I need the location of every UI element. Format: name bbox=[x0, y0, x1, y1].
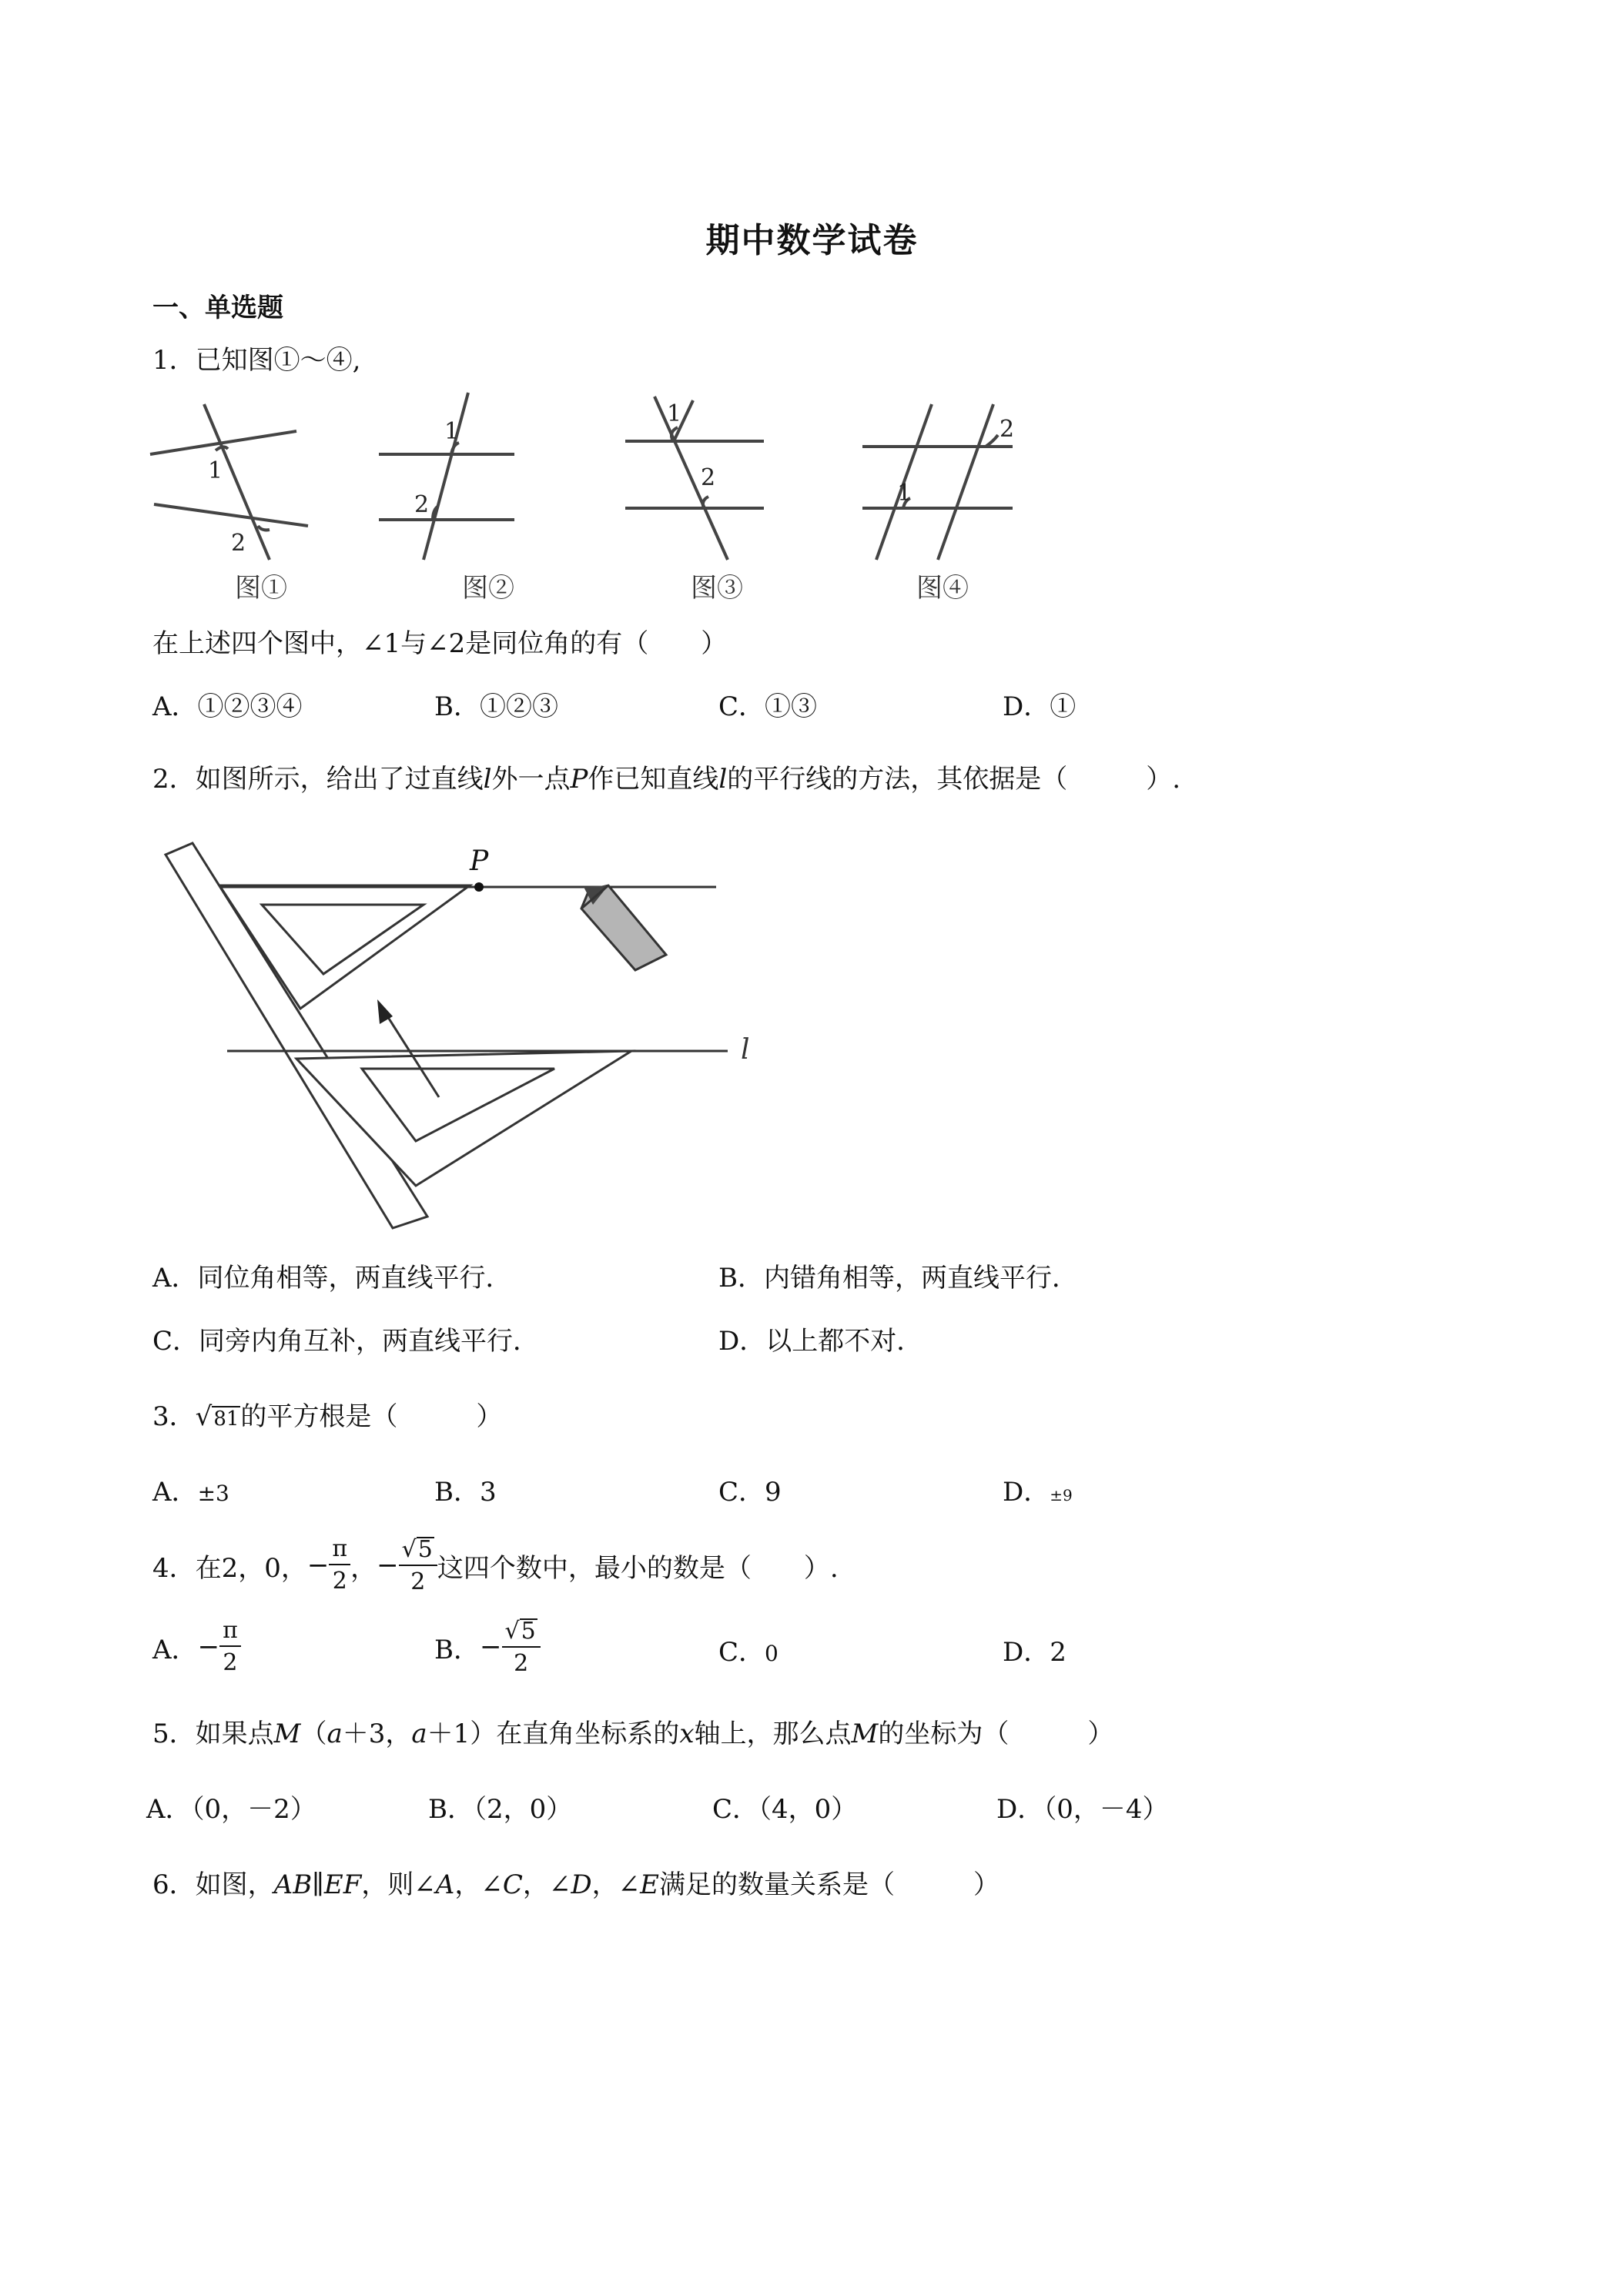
q4-minus-2: − bbox=[377, 1550, 399, 1581]
label-l: l bbox=[741, 1034, 750, 1066]
q6-angle-e: E bbox=[640, 1869, 659, 1900]
q4-option-b-label: B． bbox=[434, 1634, 480, 1665]
q4-option-d: D．2 bbox=[1003, 1637, 1066, 1668]
q5-x: x bbox=[679, 1719, 695, 1749]
q1-stem: 1．已知图①～④, bbox=[152, 345, 361, 376]
q2-option-d: D．以上都不对． bbox=[718, 1326, 923, 1357]
q4-frac-pi-num: π bbox=[329, 1538, 350, 1565]
q2-option-a: A．同位角相等，两直线平行． bbox=[152, 1263, 512, 1294]
q1-option-b: B．①②③ bbox=[434, 691, 558, 722]
fig4-angle1-label: 1 bbox=[897, 480, 912, 507]
q3-suffix: 的平方根是（ ） bbox=[240, 1401, 503, 1432]
q2-stem-a: 2．如图所示，给出了过直线 bbox=[152, 764, 484, 795]
q2-var-l: l bbox=[483, 764, 492, 795]
q4-option-c-label: C． bbox=[718, 1637, 765, 1668]
q3-option-a bbox=[152, 1471, 229, 1508]
q5-option-c: C．（4，0） bbox=[712, 1794, 858, 1825]
fig1-caption: 图① bbox=[235, 573, 287, 604]
q5-b: （ bbox=[300, 1719, 327, 1749]
q3-option-d-value: ±9 bbox=[1050, 1486, 1073, 1504]
q5-option-b: B．（2，0） bbox=[428, 1794, 573, 1825]
q2-option-c: C．同旁内角互补，两直线平行． bbox=[152, 1326, 540, 1357]
q3-option-a-label: A． bbox=[152, 1477, 198, 1508]
q4-frac-pi-den: 2 bbox=[332, 1568, 347, 1595]
q2-stem-d: 的平行线的方法，其依据是（ ）. bbox=[727, 764, 1181, 795]
q2-var-p: P bbox=[570, 764, 588, 795]
q4-option-b-radicand: 5 bbox=[521, 1618, 536, 1645]
fig4-caption: 图④ bbox=[916, 573, 969, 604]
q5-m2: M bbox=[851, 1719, 879, 1749]
q4-stem bbox=[152, 1523, 839, 1608]
fig1-angle1-label: 1 bbox=[208, 457, 223, 484]
q6-stem bbox=[152, 1863, 1000, 1901]
q1-option-a: A．①②③④ bbox=[152, 691, 303, 722]
q2-figure bbox=[162, 839, 778, 1236]
q2-stem-b: 外一点 bbox=[491, 764, 571, 795]
fig3-angle1-label: 1 bbox=[667, 400, 682, 427]
q4-frac-pi bbox=[329, 1535, 350, 1595]
point-p bbox=[474, 882, 484, 892]
page-title: 期中数学试卷 bbox=[705, 221, 919, 260]
q3-option-d-label: D． bbox=[1003, 1477, 1050, 1508]
q5-e: 轴上，那么点 bbox=[694, 1719, 852, 1749]
label-p: P bbox=[470, 845, 489, 877]
q6-angle-a: A bbox=[435, 1869, 455, 1900]
q3-option-b: B．3 bbox=[434, 1477, 497, 1508]
q4-option-c-value: 0 bbox=[765, 1641, 779, 1666]
q3-stem bbox=[152, 1395, 502, 1433]
q6-d: ，∠ bbox=[522, 1869, 571, 1900]
q4-prefix: 4．在2，0， bbox=[152, 1552, 307, 1584]
fig4-transversal-b bbox=[938, 404, 993, 560]
sqrt-icon: √ bbox=[504, 1618, 520, 1645]
q4-option-a-num: π bbox=[219, 1619, 241, 1647]
q5-option-d: D．（0，－4） bbox=[996, 1794, 1169, 1825]
fig1-angle2-label: 2 bbox=[231, 530, 246, 557]
q4-frac-sqrt5 bbox=[399, 1537, 437, 1594]
q4-option-b-den: 2 bbox=[514, 1650, 529, 1677]
fig3-transversal bbox=[655, 397, 728, 560]
q6-ab-ef: AB∥EF bbox=[273, 1869, 362, 1900]
q5-a1: a bbox=[326, 1719, 343, 1749]
fig3-arc2 bbox=[703, 497, 708, 508]
q2-var-l2: l bbox=[718, 764, 728, 795]
q3-option-d bbox=[1003, 1471, 1073, 1508]
q4-option-a-label: A． bbox=[152, 1634, 198, 1665]
q5-c: ＋3， bbox=[342, 1719, 412, 1749]
q1-option-c: C．①③ bbox=[718, 691, 818, 722]
q4-option-a-den: 2 bbox=[223, 1649, 238, 1676]
q5-a: 5．如果点 bbox=[152, 1719, 274, 1749]
q1-question: 在上述四个图中，∠1与∠2是同位角的有（ ） bbox=[152, 628, 728, 659]
q5-m: M bbox=[273, 1719, 301, 1749]
q2-stem-c: 作已知直线 bbox=[588, 764, 719, 795]
q4-option-b-minus: − bbox=[480, 1632, 502, 1662]
q4-frac-sqrt5-num bbox=[399, 1537, 437, 1566]
q4-sep: ， bbox=[350, 1552, 377, 1584]
q4-suffix: 这四个数中，最小的数是（ ）. bbox=[437, 1552, 839, 1584]
q6-angle-d: D bbox=[571, 1869, 592, 1900]
fig1-line-b bbox=[154, 504, 308, 526]
q5-f: 的坐标为（ ） bbox=[878, 1719, 1114, 1749]
section-heading: 一、单选题 bbox=[152, 293, 283, 323]
fig2-angle2-label: 2 bbox=[414, 491, 430, 518]
fig4-angle2-label: 2 bbox=[1000, 416, 1015, 443]
pencil-icon bbox=[581, 885, 666, 970]
q1-option-d: D．① bbox=[1003, 691, 1077, 722]
q6-a: 6．如图， bbox=[152, 1869, 274, 1900]
q1-figures bbox=[146, 389, 1040, 608]
q3-radicand: 81 bbox=[213, 1407, 239, 1431]
q5-option-a: A．（0，－2） bbox=[146, 1794, 316, 1825]
fig4-arc2 bbox=[986, 435, 998, 447]
q6-b: ，则∠ bbox=[361, 1869, 436, 1900]
q4-option-c bbox=[718, 1631, 779, 1668]
q4-option-b-frac bbox=[502, 1618, 541, 1675]
q4-frac-sqrt5-den: 2 bbox=[410, 1568, 426, 1595]
q5-d: ＋1）在直角坐标系的 bbox=[427, 1719, 680, 1749]
q6-e: ，∠ bbox=[591, 1869, 641, 1900]
q4-option-a-minus: − bbox=[197, 1632, 220, 1662]
q3-prefix: 3． bbox=[152, 1401, 196, 1432]
q2-option-b: B．内错角相等，两直线平行． bbox=[718, 1263, 1078, 1294]
sqrt-icon: √ bbox=[401, 1536, 417, 1563]
sqrt-icon: √ bbox=[195, 1401, 213, 1432]
q4-minus-1: − bbox=[306, 1550, 330, 1581]
fig2-caption: 图② bbox=[462, 573, 514, 604]
q4-option-a bbox=[152, 1605, 241, 1689]
fig3-angle2-label: 2 bbox=[701, 464, 716, 491]
q2-stem bbox=[152, 758, 1180, 795]
fig2-angle1-label: 1 bbox=[444, 418, 460, 445]
q5-a2: a bbox=[411, 1719, 427, 1749]
fig1-arc2 bbox=[258, 526, 270, 530]
q6-angle-c: C bbox=[502, 1869, 523, 1900]
q4-sqrt5-radicand: 5 bbox=[417, 1536, 433, 1563]
q3-option-c: C．9 bbox=[718, 1477, 782, 1508]
q4-option-b-num bbox=[502, 1618, 541, 1648]
q3-option-a-value: ±3 bbox=[197, 1481, 229, 1506]
q4-option-b bbox=[434, 1605, 541, 1689]
q6-f: 满足的数量关系是（ ） bbox=[658, 1869, 1000, 1900]
fig3-caption: 图③ bbox=[691, 573, 743, 604]
q6-c: ，∠ bbox=[454, 1869, 503, 1900]
q4-option-a-frac bbox=[219, 1619, 241, 1675]
q5-stem bbox=[152, 1712, 1113, 1750]
